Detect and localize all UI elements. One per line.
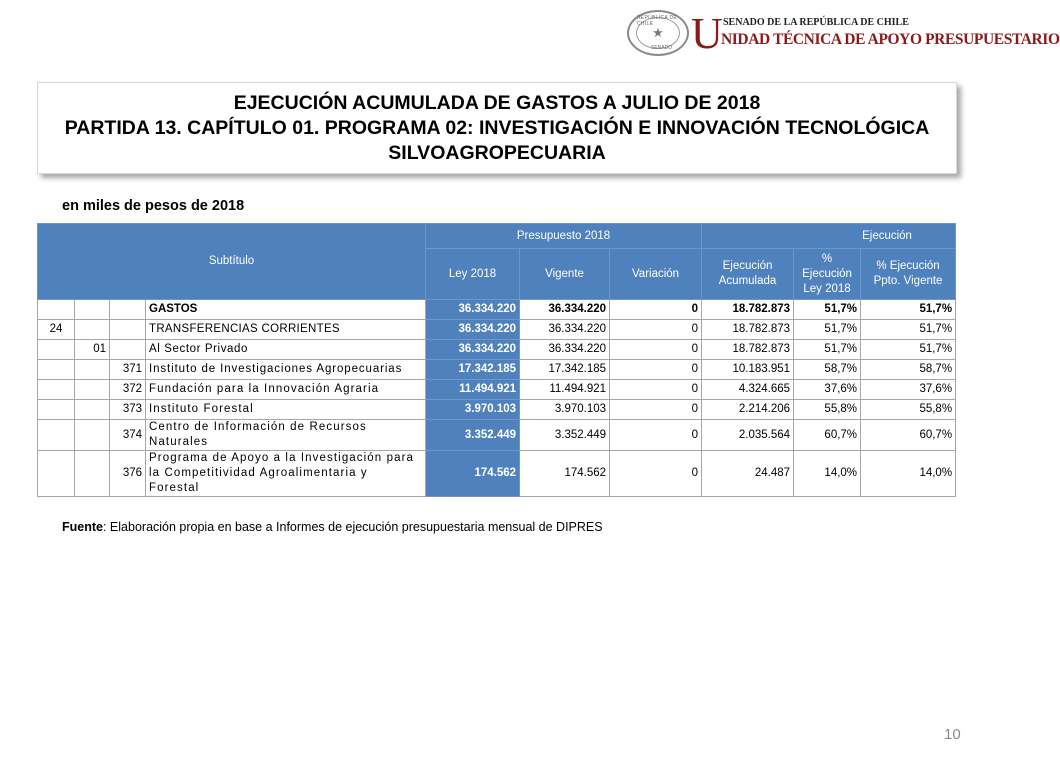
cell-vigente: 36.334.220 <box>520 300 610 320</box>
cell-vigente: 3.352.449 <box>520 420 610 451</box>
cell-asignacion <box>110 340 146 360</box>
cell-subtitulo <box>38 340 75 360</box>
cell-name: Al Sector Privado <box>146 340 426 360</box>
senate-logo <box>627 9 1060 58</box>
cell-asignacion: 374 <box>110 420 146 451</box>
cell-name: Fundación para la Innovación Agraria <box>146 380 426 400</box>
cell-variacion: 0 <box>610 380 702 400</box>
cell-variacion: 0 <box>610 451 702 497</box>
cell-pct-vigente: 51,7% <box>861 340 956 360</box>
title-box <box>37 82 957 174</box>
cell-asignacion: 373 <box>110 400 146 420</box>
cell-vigente: 11.494.921 <box>520 380 610 400</box>
budget-table <box>37 223 956 497</box>
cell-ejecucion: 4.324.665 <box>702 380 794 400</box>
cell-pct-vigente: 51,7% <box>861 300 956 320</box>
cell-ejecucion: 18.782.873 <box>702 340 794 360</box>
cell-vigente: 36.334.220 <box>520 340 610 360</box>
cell-pct-ley: 60,7% <box>794 420 861 451</box>
cell-ley: 3.970.103 <box>426 400 520 420</box>
title-line-3: SILVOAGROPECUARIA <box>388 141 606 164</box>
cell-vigente: 174.562 <box>520 451 610 497</box>
cell-ejecucion: 24.487 <box>702 451 794 497</box>
title-line-1: EJECUCIÓN ACUMULADA DE GASTOS A JULIO DE 2018 <box>233 91 761 114</box>
seal-bottom-text: SENADO <box>651 45 673 51</box>
source-note <box>62 520 603 534</box>
cell-variacion: 0 <box>610 400 702 420</box>
cell-variacion: 0 <box>610 320 702 340</box>
cell-pct-vigente: 51,7% <box>861 320 956 340</box>
cell-name: TRANSFERENCIAS CORRIENTES <box>146 320 426 340</box>
cell-pct-ley: 14,0% <box>794 451 861 497</box>
table-row <box>38 340 956 360</box>
cell-asignacion <box>110 300 146 320</box>
cell-pct-ley: 55,8% <box>794 400 861 420</box>
cell-item <box>75 400 110 420</box>
units-label: en miles de pesos de 2018 <box>62 198 245 214</box>
cell-item <box>75 360 110 380</box>
cell-subtitulo <box>38 400 75 420</box>
cell-name: Instituto de Investigaciones Agropecuarias <box>146 360 426 380</box>
cell-asignacion: 372 <box>110 380 146 400</box>
logo-senate-text: SENADO DE LA REPÚBLICA DE CHILE <box>723 17 909 28</box>
cell-ejecucion: 10.183.951 <box>702 360 794 380</box>
header-ley: Ley 2018 <box>426 249 520 300</box>
cell-subtitulo <box>38 300 75 320</box>
header-presupuesto: Presupuesto 2018 <box>426 224 702 249</box>
page-number: 10 <box>944 726 961 743</box>
header-ejecucion-acumulada: Ejecución Acumulada <box>702 249 794 300</box>
header-vigente: Vigente <box>520 249 610 300</box>
cell-ejecucion: 18.782.873 <box>702 300 794 320</box>
header-pct-vigente: % Ejecución Ppto. Vigente <box>861 249 956 300</box>
cell-pct-ley: 51,7% <box>794 340 861 360</box>
cell-variacion: 0 <box>610 300 702 320</box>
table-row <box>38 400 956 420</box>
cell-pct-vigente: 14,0% <box>861 451 956 497</box>
cell-subtitulo <box>38 360 75 380</box>
cell-asignacion: 376 <box>110 451 146 497</box>
cell-ley: 17.342.185 <box>426 360 520 380</box>
source-label: Fuente <box>62 520 103 534</box>
cell-ley: 11.494.921 <box>426 380 520 400</box>
cell-vigente: 17.342.185 <box>520 360 610 380</box>
cell-name: Programa de Apoyo a la Investigación para la Competitividad Agroalimentaria y Forestal <box>146 451 426 497</box>
cell-ejecucion: 2.035.564 <box>702 420 794 451</box>
cell-variacion: 0 <box>610 360 702 380</box>
cell-asignacion: 371 <box>110 360 146 380</box>
table-row <box>38 360 956 380</box>
cell-ley: 36.334.220 <box>426 320 520 340</box>
seal-top-text: REPÚBLICA DE CHILE <box>637 15 678 27</box>
cell-name: GASTOS <box>146 300 426 320</box>
cell-pct-ley: 51,7% <box>794 320 861 340</box>
cell-name: Centro de Información de Recursos Naturales <box>146 420 426 451</box>
logo-letter: U <box>691 9 723 58</box>
cell-vigente: 36.334.220 <box>520 320 610 340</box>
cell-ejecucion: 18.782.873 <box>702 320 794 340</box>
cell-item <box>75 451 110 497</box>
cell-item <box>75 420 110 451</box>
cell-item <box>75 320 110 340</box>
cell-subtitulo <box>38 451 75 497</box>
cell-pct-ley: 51,7% <box>794 300 861 320</box>
cell-subtitulo: 24 <box>38 320 75 340</box>
cell-item: 01 <box>75 340 110 360</box>
cell-item <box>75 380 110 400</box>
table-row <box>38 320 956 340</box>
cell-pct-vigente: 37,6% <box>861 380 956 400</box>
cell-ley: 174.562 <box>426 451 520 497</box>
source-text: : Elaboración propia en base a Informes de ejecución presupuestaria mensual de DIPRES <box>102 520 603 534</box>
header-subtitulo: Subtítulo <box>38 224 426 300</box>
table-row <box>38 380 956 400</box>
cell-variacion: 0 <box>610 420 702 451</box>
cell-ley: 36.334.220 <box>426 340 520 360</box>
table-row <box>38 451 956 497</box>
table-row <box>38 300 956 320</box>
seal-emblem-icon: ★ <box>636 17 680 49</box>
title-line-2: PARTIDA 13. CAPÍTULO 01. PROGRAMA 02: INVESTIGACIÓN E INNOVACIÓN TECNOLÓGICA <box>64 116 930 139</box>
cell-item <box>75 300 110 320</box>
cell-subtitulo <box>38 380 75 400</box>
cell-vigente: 3.970.103 <box>520 400 610 420</box>
cell-ley: 36.334.220 <box>426 300 520 320</box>
cell-pct-vigente: 55,8% <box>861 400 956 420</box>
cell-ejecucion: 2.214.206 <box>702 400 794 420</box>
cell-pct-vigente: 60,7% <box>861 420 956 451</box>
cell-pct-vigente: 58,7% <box>861 360 956 380</box>
logo-unit-text: NIDAD TÉCNICA DE APOYO PRESUPUESTARIO <box>721 31 1060 48</box>
header-pct-ley: % Ejecución Ley 2018 <box>794 249 861 300</box>
cell-pct-ley: 58,7% <box>794 360 861 380</box>
header-variacion: Variación <box>610 249 702 300</box>
cell-pct-ley: 37,6% <box>794 380 861 400</box>
cell-asignacion <box>110 320 146 340</box>
header-ejecucion: Ejecución <box>702 224 956 249</box>
table-row <box>38 420 956 451</box>
cell-subtitulo <box>38 420 75 451</box>
cell-name: Instituto Forestal <box>146 400 426 420</box>
cell-ley: 3.352.449 <box>426 420 520 451</box>
senate-seal-icon <box>627 10 689 56</box>
cell-variacion: 0 <box>610 340 702 360</box>
